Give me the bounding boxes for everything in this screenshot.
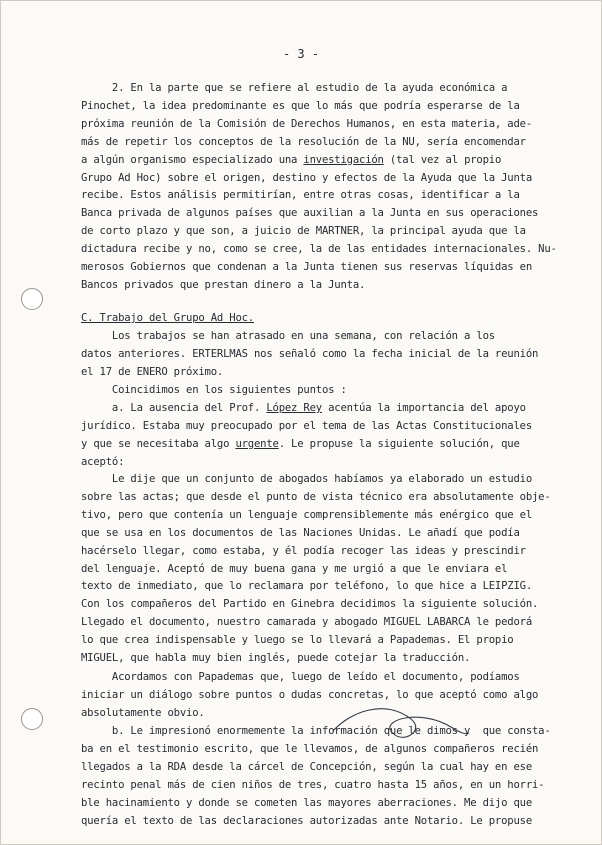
paragraph-2: 2. En la parte que se refiere al estudio de la ayuda económica a Pinochet, la idea predominante es que lo más que podría esperarse de la próxima reunión de la Comisión de Derechos Humanos, en esta materia, ade- más de repetir los conceptos de la resolución de la NU, sería encomendar a algún organismo especializado una investigación (tal vez al propio Grupo Ad Hoc) sobre el origen, destino y efectos de la Ayuda que la Junta recibe. Estos análisis permitirían, entre otras cosas, identificar a la Banca privada de algunos países que auxilian a la Junta en sus operaciones de corto plazo y que son, a juicio de MARTNER, la principal ayuda que la dictadura recibe y no, como se cree, la de las entidades internacionales. Nu- merosos Gobiernos que condenan a la Junta tienen sus reservas líquidas en Bancos privados que prestan dinero a la Junta. [81,82,557,291]
item-b: b. Le impresionó enormemente la información que le dimos y que consta- ba en el testimonio escrito, que le llevamos, de algunos compañeros recién llegados a la RDA desde la cárcel de Concepción, según la cual hay en ese recinto penal más de cien niños de tres, cuatro hasta 15 años, en un horri- ble hacinamiento y donde se cometen las mayores aberraciones. Me dijo que quería el texto de las declaraciones autorizadas ante Notario. Le propuse [81,725,551,827]
paragraph-trabajo: Los trabajos se han atrasado en una semana, con relación a los datos anteriores. ERTERLMAS nos señaló como la fecha inicial de la reunión el 17 de ENERO próximo. Coincidimos en los siguientes puntos : [81,330,539,396]
section-heading-c: C. Trabajo del Grupo Ad Hoc. [81,312,254,324]
pen-curl-mark [331,691,471,751]
underlined-investigacion: investigación [303,153,384,166]
paragraph-le-dije: Le dije que un conjunto de abogados habíamos ya elaborado un estudio sobre las actas; que desde el punto de vista técnico era absolutamente obje- tivo, pero que contenía un lenguaje comprensiblemente más enérgico que el que se usa en los documentos de las Naciones Unidas. Le añadí que podía hacérselo llegar, como estaba, y él podía recoger las ideas y prescindir del lenguaje. Aceptó de muy buena gana y me urgió a que le enviara el texto de inmediato, que lo reclamara por teléfono, lo que hice a LEIPZIG. Con los compañeros del Partido en Ginebra decidimos la siguiente solución. Llegado el documento, nuestro camarada y abogado MIGUEL LABARCA le pedorá lo que crea indispensable y luego se lo llevará a Papademas. El propio MIGUEL, que habla muy bien inglés, puede cotejar la traducción. [81,473,551,665]
punch-hole-top [21,288,43,310]
page-number: - 3 - [282,47,320,61]
underlined-urgente: urgente [235,437,279,450]
paragraph-acordamos: Acordamos con Papademas que, luego de leído el documento, podíamos iniciar un diálogo sobre puntos o dudas concretas, lo que aceptó como algo absolutamente obvio. [81,671,539,719]
punch-hole-bottom [21,708,43,730]
underlined-lopez-rey: López Rey [266,402,322,414]
item-a: a. La ausencia del Prof. López Rey acentúa la importancia del apoyo jurídico. Estaba muy preocupado por el tema de las Actas Constitucionales y que se necesitaba algo urgente. Le propuse la siguiente solución, que aceptó: [81,402,532,468]
